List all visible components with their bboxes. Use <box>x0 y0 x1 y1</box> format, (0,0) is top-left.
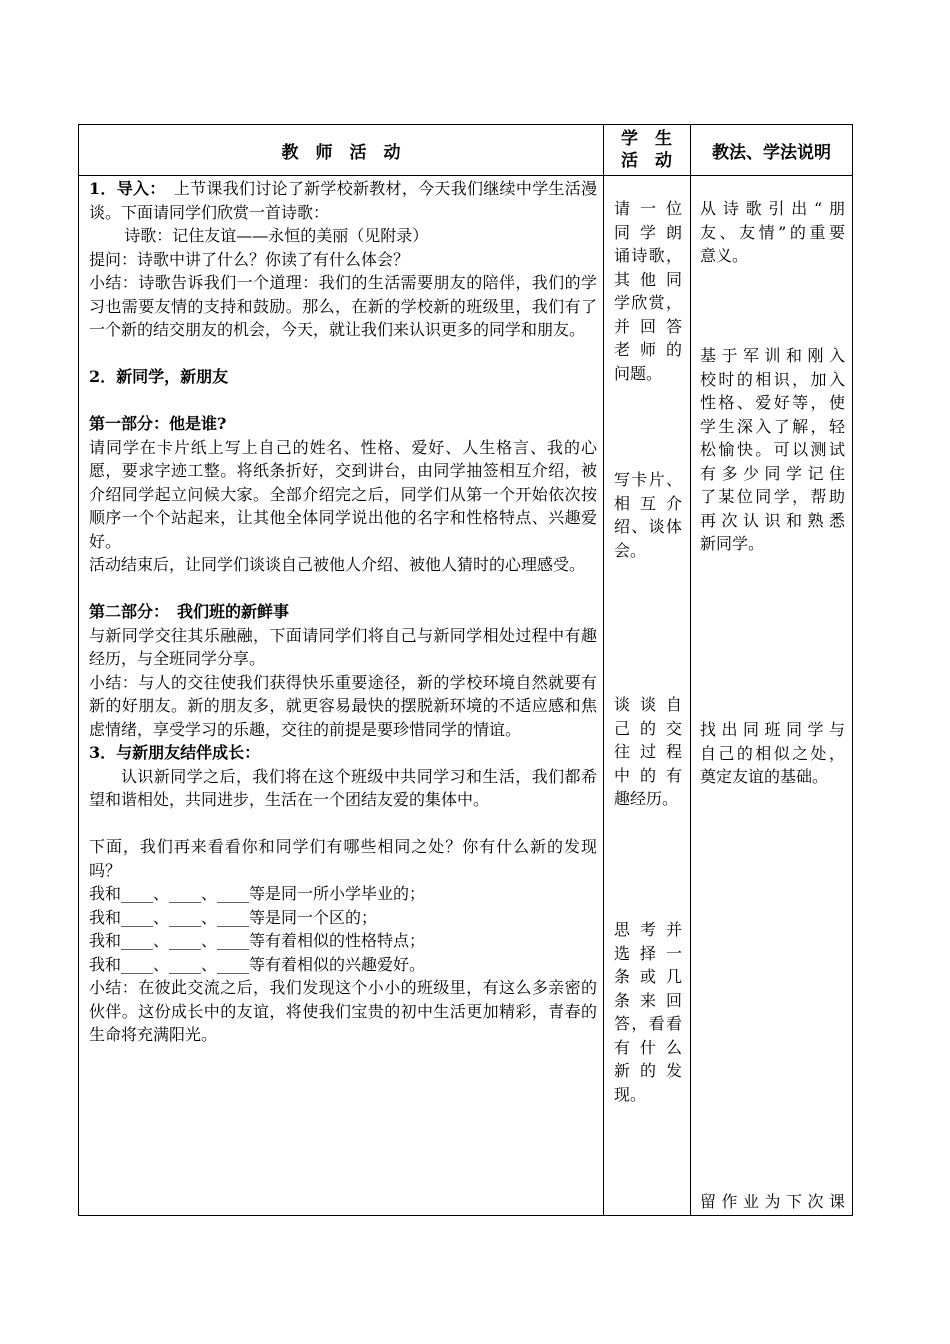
method-text-line: 了某位同学，帮助 <box>700 487 845 506</box>
column-divider <box>690 125 691 1215</box>
fill-blank-line: 我和____、____、____等有着相似的性格特点； <box>89 931 426 950</box>
student-text-line: 问题。 <box>614 363 663 383</box>
method-text-line: 松愉快。可以测试 <box>700 440 845 459</box>
student-text-line: 新的发 <box>614 1061 682 1080</box>
student-text-line: 条或几 <box>614 967 682 986</box>
student-text-line: 中的有 <box>614 765 682 785</box>
student-text-line: 学欣赏， <box>614 293 682 312</box>
poem-line: 诗歌：记住友谊——永恒的美丽（见附录） <box>124 226 429 245</box>
student-text-line: 选择一 <box>614 943 682 963</box>
student-activity-block-4 <box>614 918 682 1106</box>
student-text-line: 有什么 <box>614 1037 682 1057</box>
part-2-text: 与新同学交往其乐融融，下面请同学们将自己与新同学相处过程中有趣经历，与全班同学分享。 <box>89 625 597 668</box>
method-note-block-4 <box>700 1190 845 1214</box>
student-text-line: 并回答 <box>614 316 682 336</box>
method-note-block-2 <box>700 344 845 556</box>
student-text-line: 答，看看 <box>614 1014 682 1033</box>
part-1-text: 请同学在卡片纸上写上自己的姓名、性格、爱好、人生格言、我的心愿，要求字迹工整。将纸条折好，交到讲台，由同学抽签相互介绍，被介绍同学起立问候大家。全部介绍完之后，同学们从第一个开始依次按顺序一个个站起来，让其他全体同学说出他的名字和性格特点、兴趣爱好。 <box>89 437 597 551</box>
student-text-line: 己的交 <box>614 718 682 738</box>
method-text-line: 从诗歌引出“朋 <box>700 199 845 218</box>
teacher-activity-column <box>89 177 597 1047</box>
student-text-line: 条来回 <box>614 990 682 1010</box>
student-text-line: 同学朗 <box>614 222 682 242</box>
student-text-line: 请一位 <box>614 199 682 218</box>
method-text-line: 奠定友谊的基础。 <box>700 767 829 786</box>
method-text-line: 意义。 <box>700 246 749 265</box>
section-3-text: 认识新同学之后，我们将在这个班级中共同学习和生活，我们都希望和谐相处，共同进步，生活在一个团结友爱的集体中。 <box>89 766 597 809</box>
student-text-line: 诵诗歌， <box>614 246 682 265</box>
method-text-line: 基于军训和刚入 <box>700 346 845 365</box>
student-activity-block-2 <box>614 468 682 562</box>
fill-blank-line: 我和____、____、____等是同一个区的； <box>89 907 378 927</box>
method-text-line: 有多少同学记住 <box>700 463 845 483</box>
header-teacher-activity: 教 师 活 动 <box>281 142 401 163</box>
method-note-block-3 <box>700 718 845 789</box>
section-3-summary: 小结：在彼此交流之后，我们发现这个小小的班级里，有这么多亲密的伙伴。这份成长中的友谊，将使我们宝贵的初中生活更加精彩，青春的生命将充满阳光。 <box>89 978 597 1044</box>
part-2-summary: 小结：与人的交往使我们获得快乐重要途径，新的学校环境自然就要有新的好朋友。新的朋友多，就更容易最快的摆脱新环境的不适应感和焦虑情绪，享受学习的乐趣，交往的前提是要珍惜同学的情谊。 <box>89 672 597 739</box>
part-2-title: 第二部分： 我们班的新鲜事 <box>89 602 290 621</box>
method-text-line: 再次认识和熟悉 <box>700 510 845 530</box>
student-text-line: 思考并 <box>614 920 682 939</box>
header-student-line2: 活 动 <box>621 151 672 171</box>
method-text-line: 找出同班同学与 <box>700 720 845 739</box>
student-text-line: 写卡片、 <box>614 470 682 489</box>
section-3-title: 3．与新朋友结伴成长： <box>89 743 261 762</box>
header-method-notes: 教法、学法说明 <box>712 142 831 163</box>
student-text-line: 谈谈自 <box>614 695 682 714</box>
student-text-line: 趣经历。 <box>614 789 679 808</box>
student-text-line: 现。 <box>614 1084 647 1104</box>
fill-blank-line: 我和____、____、____等有着相似的兴趣爱好。 <box>89 954 426 974</box>
method-text-line: 留作业为下次课 <box>700 1192 845 1211</box>
method-text-line: 新同学。 <box>700 534 765 553</box>
student-activity-block-1 <box>614 197 682 385</box>
fill-blank-line: 我和____、____、____等是同一所小学毕业的； <box>89 884 426 903</box>
section-1-title: 1．导入： <box>89 179 158 198</box>
method-text-line: 自己的相似之处， <box>700 743 845 763</box>
method-text-line: 友、友情”的重要 <box>700 222 845 242</box>
question-line: 提问：诗歌中讲了什么？你读了有什么体会？ <box>89 249 410 269</box>
method-text-line: 性格、爱好等，使 <box>700 393 845 412</box>
intro-text: 上节课我们讨论了新学校新教材，今天我们继续中学生活漫谈。下面请同学们欣赏一首诗歌： <box>89 179 597 222</box>
lesson-plan-table <box>78 124 853 1216</box>
header-student-line1: 学 生 <box>621 129 672 149</box>
column-divider <box>603 125 604 1215</box>
student-text-line: 相互介 <box>614 493 682 513</box>
intro-paragraph <box>89 177 597 224</box>
student-text-line: 其他同 <box>614 269 682 289</box>
header-student-activity <box>603 125 690 175</box>
section-2-title: 2．新同学，新朋友 <box>89 367 229 386</box>
intro-summary: 小结：诗歌告诉我们一个道理：我们的生活需要朋友的陪伴，我们的学习也需要友情的支持和鼓励。那么，在新的学校新的班级里，我们有了一个新的结交朋友的机会，今天，就让我们来认识更多的同学和朋友。 <box>89 273 597 339</box>
section-3-prompt: 下面，我们再来看看你和同学们有哪些相同之处？你有什么新的发现吗？ <box>89 837 597 880</box>
part-1-title: 第一部分：他是谁? <box>89 414 227 433</box>
method-text-line: 学生深入了解，轻 <box>700 416 845 436</box>
student-text-line: 老师的 <box>614 340 682 359</box>
method-text-line: 校时的相识，加入 <box>700 369 845 389</box>
part-1-reflection: 活动结束后，让同学们谈谈自己被他人介绍、被他人猜时的心理感受。 <box>89 555 586 574</box>
student-text-line: 会。 <box>614 540 647 560</box>
student-activity-block-3 <box>614 693 682 811</box>
student-text-line: 往过程 <box>614 742 682 761</box>
student-text-line: 绍、谈体 <box>614 517 682 536</box>
method-note-block-1 <box>700 197 845 268</box>
header-divider <box>79 175 852 176</box>
